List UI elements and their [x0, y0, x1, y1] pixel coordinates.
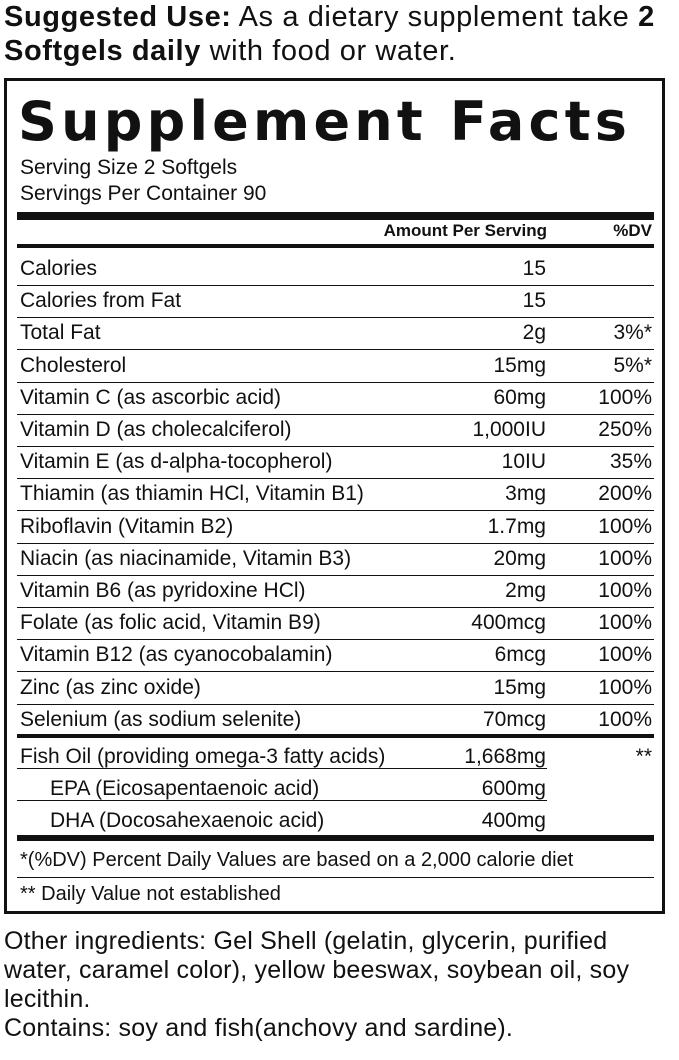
- suggested-use-text-1: As a dietary supplement take: [231, 1, 639, 33]
- thick-divider: [17, 212, 654, 220]
- nutrient-amount: 400mg: [481, 809, 546, 832]
- fish-row-line: [17, 800, 547, 801]
- nutrient-row: [17, 575, 654, 608]
- footnote-not-established: ** Daily Value not established: [20, 883, 281, 905]
- nutrient-name: Total Fat: [20, 321, 101, 345]
- nutrient-name: Vitamin C (as ascorbic acid): [20, 385, 282, 409]
- nutrient-amount: 15mg: [493, 353, 546, 377]
- nutrient-name: Riboflavin (Vitamin B2): [20, 514, 234, 538]
- nutrient-name: Vitamin D (as cholecalciferol): [20, 418, 292, 441]
- suggested-use-text-2: with food or water.: [200, 35, 457, 67]
- nutrient-dv: **: [635, 745, 652, 768]
- nutrient-row: [17, 543, 654, 576]
- nutrient-row: [17, 511, 654, 544]
- nutrient-row: [17, 607, 654, 640]
- nutrient-amount: 1,668mg: [464, 745, 546, 768]
- footnote-line: [17, 877, 654, 878]
- nutrient-dv: 5%*: [613, 353, 652, 377]
- nutrient-dv: 3%*: [613, 321, 652, 345]
- fish-row-line: [17, 768, 547, 769]
- nutrient-dv: 100%: [598, 579, 652, 602]
- nutrient-name: Calories: [20, 257, 98, 280]
- suggested-use-dose: 2 Softgels daily: [4, 1, 655, 67]
- nutrient-dv: 200%: [598, 482, 652, 506]
- nutrient-amount: 15: [522, 289, 546, 313]
- nutrient-name: Calories from Fat: [20, 289, 182, 313]
- supplement-facts-title: Supplement Facts: [18, 90, 632, 153]
- nutrient-name: Cholesterol: [20, 353, 127, 377]
- nutrient-row: [17, 317, 654, 350]
- servings-per-container: Servings Per Container 90: [20, 182, 267, 205]
- nutrient-dv: 100%: [598, 643, 652, 667]
- nutrient-dv: 100%: [598, 514, 652, 538]
- nutrient-amount: 6mcg: [494, 643, 546, 667]
- nutrient-row: [17, 253, 654, 286]
- nutrient-name: Vitamin B12 (as cyanocobalamin): [20, 643, 333, 667]
- serving-size: Serving Size 2 Softgels: [20, 156, 238, 179]
- footnote-divider: [17, 835, 654, 841]
- nutrient-name: Thiamin (as thiamin HCl, Vitamin B1): [20, 482, 364, 506]
- nutrient-amount: 1.7mg: [487, 514, 546, 538]
- nutrient-row: [17, 285, 654, 318]
- nutrient-amount: 70mcg: [482, 707, 546, 731]
- header-amount-per-serving: Amount Per Serving: [383, 221, 547, 240]
- nutrient-dv: 100%: [598, 675, 652, 699]
- nutrient-amount: 1,000IU: [472, 418, 546, 441]
- header-dv: %DV: [613, 221, 652, 240]
- suggested-use: [4, 0, 676, 68]
- nutrient-name: Folate (as folic acid, Vitamin B9): [20, 611, 321, 635]
- nutrient-amount: 20mg: [493, 546, 546, 570]
- nutrient-name: Niacin (as niacinamide, Vitamin B3): [20, 546, 352, 570]
- nutrient-row: [17, 382, 654, 415]
- nutrient-row: [17, 704, 654, 736]
- nutrient-dv: 100%: [598, 707, 652, 731]
- nutrient-amount: 15: [522, 257, 546, 280]
- header-divider: [17, 244, 654, 248]
- nutrient-name: Vitamin E (as d-alpha-tocopherol): [20, 450, 333, 474]
- nutrient-name: Vitamin B6 (as pyridoxine HCl): [20, 579, 306, 602]
- nutrient-row: [17, 672, 654, 705]
- allergen-contains: Contains: soy and fish(anchovy and sardine).: [4, 1014, 514, 1042]
- fish-oil-divider: [17, 734, 654, 738]
- nutrient-amount: 2g: [522, 321, 546, 345]
- nutrient-amount: 3mg: [505, 482, 546, 506]
- nutrient-dv: 250%: [598, 418, 652, 441]
- nutrient-name: Zinc (as zinc oxide): [20, 675, 201, 699]
- nutrient-amount: 15mg: [493, 675, 546, 699]
- nutrient-name: Fish Oil (providing omega-3 fatty acids): [20, 745, 386, 768]
- footnote-dv: *(%DV) Percent Daily Values are based on a 2,000 calorie diet: [20, 849, 574, 871]
- nutrient-amount: 2mg: [505, 579, 546, 602]
- nutrient-amount: 600mg: [481, 777, 546, 800]
- supplement-facts-panel: [4, 78, 665, 914]
- nutrient-name: EPA (Eicosapentaenoic acid): [50, 777, 320, 800]
- nutrient-row: [17, 414, 654, 447]
- nutrient-amount: 10IU: [501, 450, 546, 474]
- other-ingredients: Other ingredients: Gel Shell (gelatin, glycerin, purified water, caramel color), yellow beeswax, soybean oil, soy lecithin.: [4, 927, 630, 1013]
- nutrient-row: [17, 478, 654, 511]
- ingredients-section: [4, 927, 678, 1043]
- nutrient-dv: 100%: [598, 611, 652, 635]
- nutrient-amount: 60mg: [493, 385, 546, 409]
- nutrient-name: DHA (Docosahexaenoic acid): [50, 809, 325, 832]
- suggested-use-label: Suggested Use:: [4, 1, 232, 33]
- nutrient-dv: 100%: [598, 546, 652, 570]
- nutrient-row: [17, 639, 654, 672]
- nutrient-row: [17, 446, 654, 479]
- nutrient-row: [17, 805, 654, 837]
- nutrient-dv: 100%: [598, 385, 652, 409]
- nutrient-name: Selenium (as sodium selenite): [20, 707, 302, 731]
- nutrient-dv: 35%: [609, 450, 652, 474]
- nutrient-row: [17, 350, 654, 383]
- nutrient-amount: 400mcg: [471, 611, 546, 635]
